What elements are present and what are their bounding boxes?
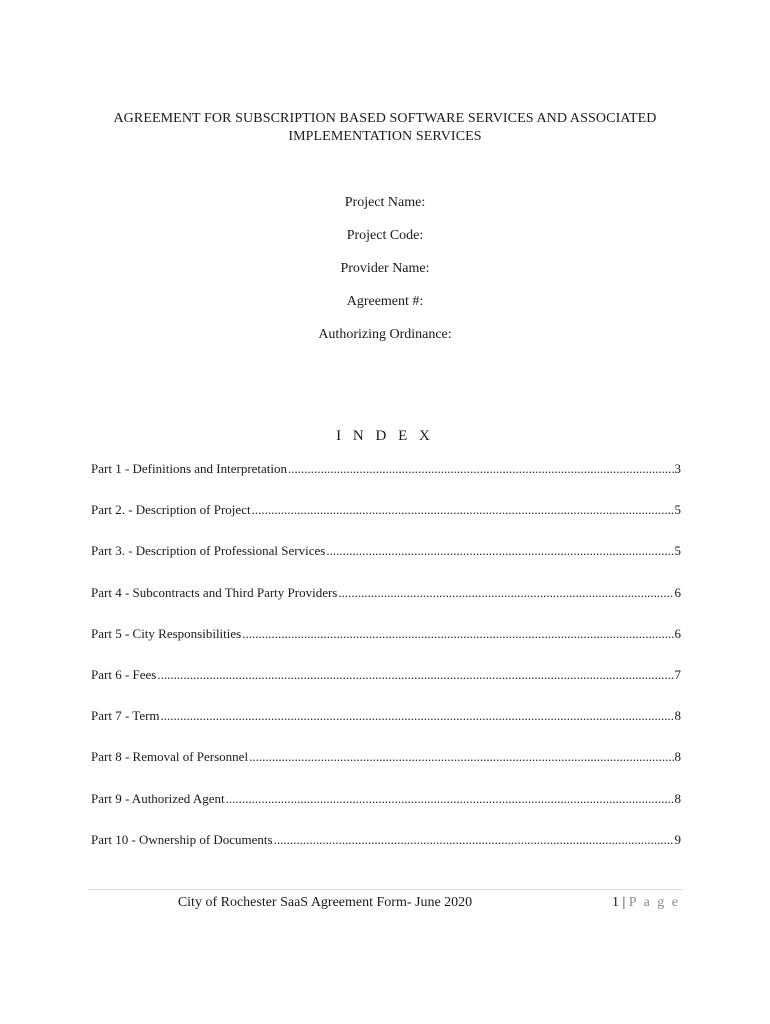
toc-leader-dots: [161, 707, 674, 725]
toc-entry-page: 6: [674, 584, 681, 600]
page-word: P a g e: [628, 895, 680, 910]
toc-entry-label: Part 8 - Removal of Personnel: [91, 749, 249, 765]
title-line-1: AGREEMENT FOR SUBSCRIPTION BASED SOFTWARE SERVICES AND ASSOCIATED: [113, 111, 657, 126]
page-separator: |: [622, 895, 626, 910]
page-number: 1: [611, 895, 619, 910]
toc-leader-dots: [338, 584, 673, 602]
toc-entry-label: Part 9 - Authorized Agent: [91, 790, 225, 806]
title-line-2: IMPLEMENTATION SERVICES: [288, 129, 482, 144]
field-authorizing-ordinance: Authorizing Ordinance:: [318, 327, 452, 342]
toc-entry[interactable]: [91, 460, 681, 501]
toc-entry-page: 8: [674, 708, 681, 724]
footer-form-title: City of Rochester SaaS Agreement Form- June 2020: [177, 895, 473, 910]
footer-page-number: [612, 895, 680, 911]
toc-leader-dots: [226, 790, 674, 808]
toc-entry[interactable]: [91, 831, 681, 872]
toc-leader-dots: [288, 460, 673, 478]
toc-leader-dots: [274, 831, 674, 849]
toc-entry-page: 3: [674, 461, 681, 476]
toc-entry-page: 6: [674, 625, 681, 641]
toc-entry-page: 5: [674, 502, 681, 518]
toc-leader-dots: [242, 625, 673, 643]
project-fields: [0, 194, 770, 359]
toc-entry-label: Part 4 - Subcontracts and Third Party Providers: [91, 584, 338, 600]
toc-entry[interactable]: [91, 625, 681, 666]
document-title: [0, 110, 770, 146]
toc-entry-label: Part 7 - Term: [91, 708, 160, 724]
toc-entry-label: Part 2. - Description of Project: [91, 502, 251, 518]
field-provider-name: Provider Name:: [340, 261, 430, 276]
toc-entry[interactable]: [91, 501, 681, 542]
toc-entry-label: Part 3. - Description of Professional Services: [91, 543, 326, 559]
toc-entry[interactable]: [91, 748, 681, 789]
toc-entry[interactable]: [91, 666, 681, 707]
toc-leader-dots: [157, 666, 673, 684]
field-agreement-number: Agreement #:: [346, 294, 424, 309]
toc-entry-label: Part 1 - Definitions and Interpretation: [91, 461, 288, 476]
toc-leader-dots: [252, 501, 674, 519]
toc-entry[interactable]: [91, 584, 681, 625]
toc-entry-page: 5: [674, 543, 681, 559]
toc-entry[interactable]: [91, 790, 681, 831]
toc-entry-page: 7: [674, 666, 681, 682]
toc-entry-label: Part 5 - City Responsibilities: [91, 625, 242, 641]
toc-leader-dots: [326, 542, 673, 560]
toc-entry-label: Part 10 - Ownership of Documents: [91, 831, 273, 847]
toc-entry-page: 8: [674, 749, 681, 765]
toc-entry[interactable]: [91, 542, 681, 583]
index-heading: I N D E X: [336, 428, 434, 444]
table-of-contents: [91, 460, 681, 872]
toc-leader-dots: [249, 748, 673, 766]
toc-entry-page: 8: [674, 790, 681, 806]
toc-entry[interactable]: [91, 707, 681, 748]
field-project-name: Project Name:: [344, 195, 426, 210]
footer-divider: [88, 889, 682, 890]
toc-entry-page: 9: [674, 831, 681, 847]
field-project-code: Project Code:: [346, 228, 424, 243]
toc-entry-label: Part 6 - Fees: [91, 666, 157, 682]
